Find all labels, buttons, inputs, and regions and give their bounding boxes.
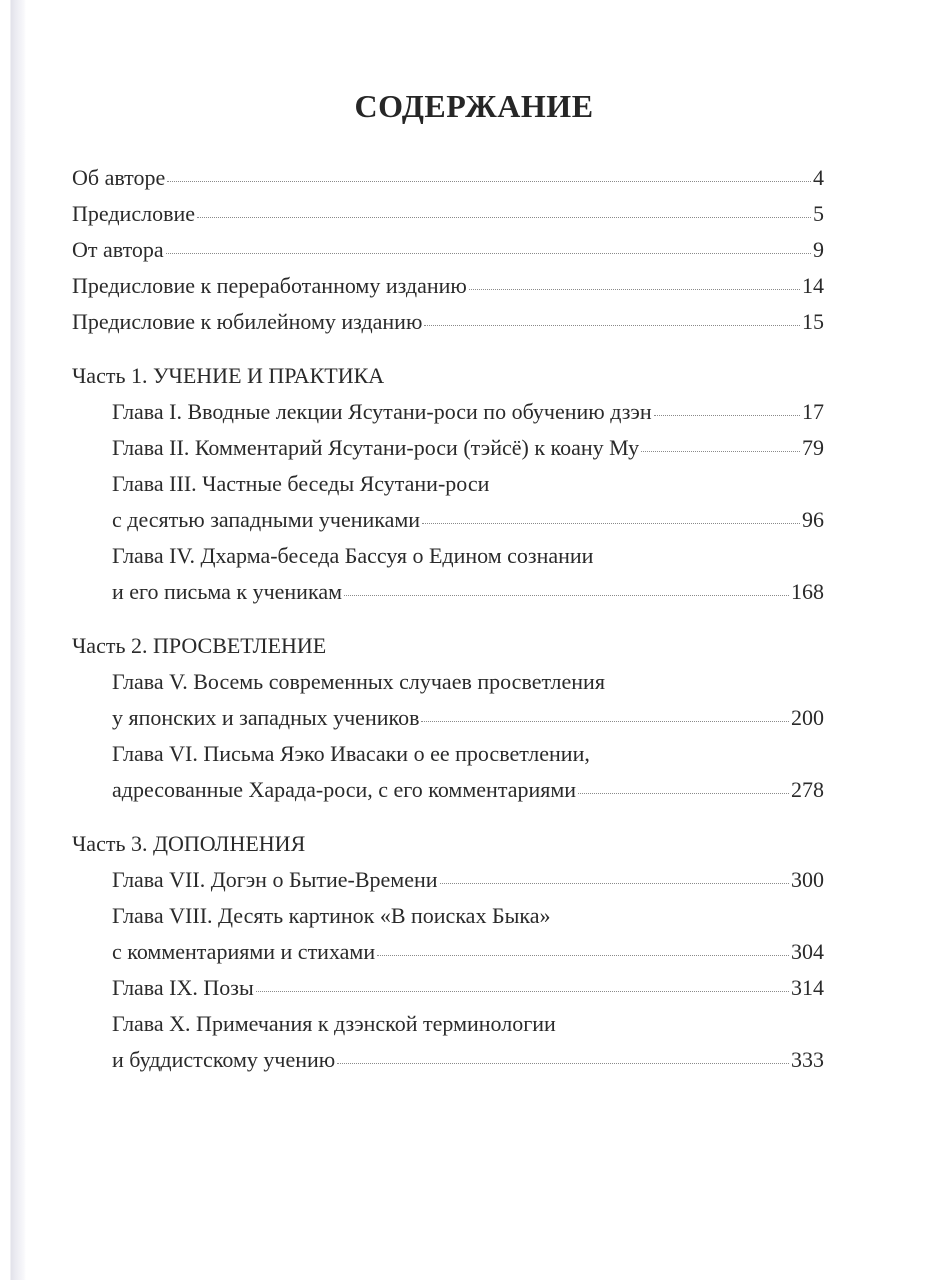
toc-page-number: 4 <box>813 165 824 190</box>
toc-page-number: 15 <box>802 309 824 334</box>
toc-entry-label-line2: адресованные Харада-роси, с его комментариями <box>112 777 577 802</box>
toc-page-number: 14 <box>802 273 824 298</box>
toc-entry-label: Предисловие <box>72 201 195 226</box>
toc-entry-label-line2: с комментариями и стихами <box>112 939 376 964</box>
toc-page-number: 168 <box>791 579 824 604</box>
toc-entry-label: Предисловие к переработанному изданию <box>72 273 467 298</box>
toc-entry-label: Глава VII. Догэн о Бытие-Времени <box>112 867 438 892</box>
toc-page-number: 96 <box>802 507 824 532</box>
dot-leader <box>641 451 800 452</box>
toc-chapter-1[interactable] <box>72 394 824 430</box>
toc-entry-preface[interactable] <box>72 196 824 232</box>
dot-leader <box>167 181 811 182</box>
part-heading-2[interactable]: Часть 2. ПРОСВЕТЛЕНИЕ <box>72 633 327 658</box>
toc-entry-label-line1: Глава IV. Дхарма-беседа Бассуя о Едином сознании <box>112 543 594 568</box>
dot-leader <box>421 721 789 722</box>
toc-entry-anniversary-preface[interactable] <box>72 304 824 340</box>
toc-chapter-9[interactable] <box>72 970 824 1006</box>
part-heading-3[interactable]: Часть 3. ДОПОЛНЕНИЯ <box>72 831 306 856</box>
dot-leader <box>166 253 811 254</box>
dot-leader <box>578 793 789 794</box>
dot-leader <box>337 1063 789 1064</box>
dot-leader <box>377 955 789 956</box>
toc-entry-label: Предисловие к юбилейному изданию <box>72 309 423 334</box>
dot-leader <box>440 883 789 884</box>
toc-entry-revised-preface[interactable] <box>72 268 824 304</box>
toc-entry-label: От автора <box>72 237 164 262</box>
dot-leader <box>424 325 800 326</box>
toc-page-number: 333 <box>791 1047 824 1072</box>
toc-chapter-7[interactable] <box>72 862 824 898</box>
toc-chapter-2[interactable] <box>72 430 824 466</box>
dot-leader <box>422 523 800 524</box>
toc-chapter-6[interactable] <box>72 736 824 808</box>
toc-page-number: 304 <box>791 939 824 964</box>
toc-chapter-10[interactable] <box>72 1006 824 1078</box>
dot-leader <box>469 289 800 290</box>
page-title: СОДЕРЖАНИЕ <box>354 88 594 124</box>
toc-chapter-8[interactable] <box>72 898 824 970</box>
toc-page-number: 17 <box>802 399 824 424</box>
part-heading-1[interactable]: Часть 1. УЧЕНИЕ И ПРАКТИКА <box>72 363 385 388</box>
toc-entry-label: Об авторе <box>72 165 166 190</box>
toc-entry-label-line2: с десятью западными учениками <box>112 507 421 532</box>
toc-page-number: 5 <box>813 201 824 226</box>
toc-entry-label: Глава II. Комментарий Ясутани-роси (тэйсё) к коану Му <box>112 435 640 460</box>
toc-entry-label-line1: Глава VIII. Десять картинок «В поисках Быка» <box>112 903 551 928</box>
dot-leader <box>197 217 811 218</box>
dot-leader <box>256 991 789 992</box>
toc-chapter-5[interactable] <box>72 664 824 736</box>
toc-entry-label-line2: и буддистскому учению <box>112 1047 336 1072</box>
toc-page-number: 79 <box>802 435 824 460</box>
toc-page-number: 300 <box>791 867 824 892</box>
toc-page-number: 9 <box>813 237 824 262</box>
dot-leader <box>344 595 789 596</box>
toc-entry-about-author[interactable] <box>72 160 824 196</box>
toc-page-number: 200 <box>791 705 824 730</box>
toc-entry-label-line1: Глава VI. Письма Яэко Ивасаки о ее просветлении, <box>112 741 590 766</box>
toc-chapter-3[interactable] <box>72 466 824 538</box>
toc-entry-label: Глава I. Вводные лекции Ясутани-роси по обучению дзэн <box>112 399 652 424</box>
toc-entry-label-line2: у японских и западных учеников <box>112 705 420 730</box>
toc-entry-label-line2: и его письма к ученикам <box>112 579 343 604</box>
dot-leader <box>654 415 800 416</box>
toc-entry-label-line1: Глава X. Примечания к дзэнской терминологии <box>112 1011 556 1036</box>
toc-entry-label-line1: Глава III. Частные беседы Ясутани-роси <box>112 471 490 496</box>
toc-entry-label: Глава IX. Позы <box>112 975 254 1000</box>
toc-page-number: 314 <box>791 975 824 1000</box>
toc-chapter-4[interactable] <box>72 538 824 610</box>
toc-entry-label-line1: Глава V. Восемь современных случаев просветления <box>112 669 605 694</box>
toc-entry-from-author[interactable] <box>72 232 824 268</box>
toc-page-number: 278 <box>791 777 824 802</box>
table-of-contents <box>72 160 824 1078</box>
